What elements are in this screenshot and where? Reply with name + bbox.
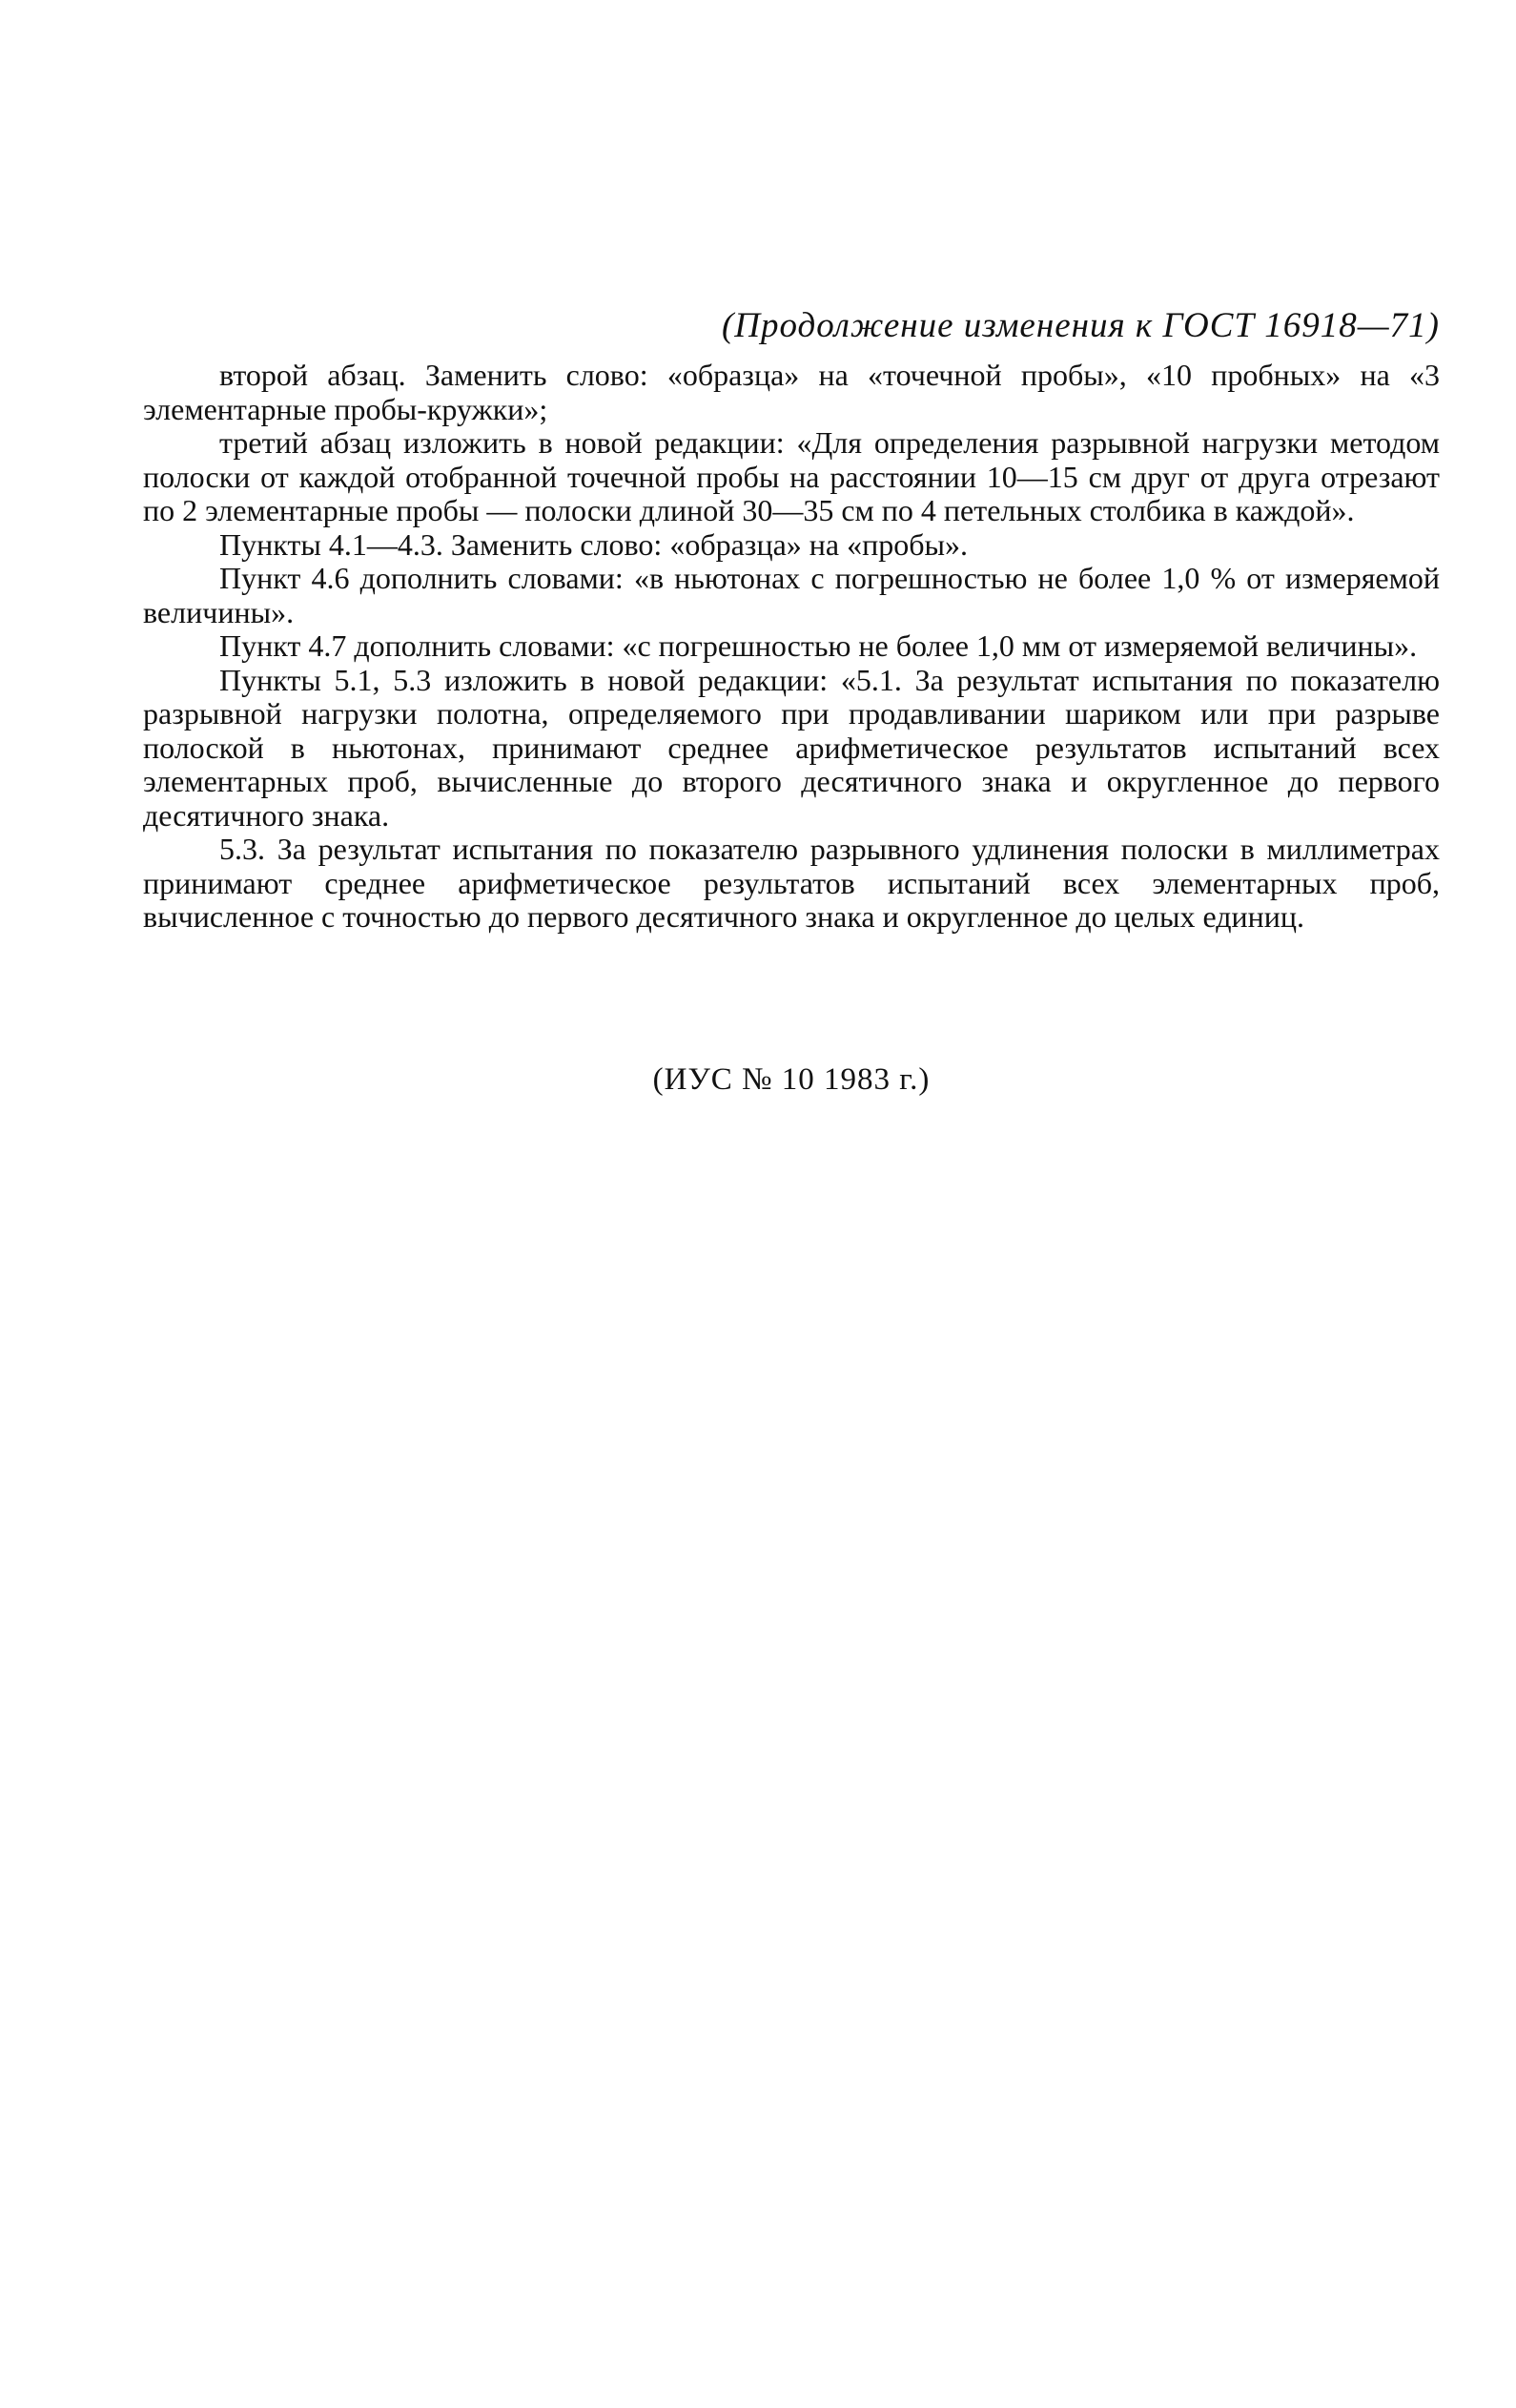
continuation-header: (Продолжение изменения к ГОСТ 16918—71) [721, 306, 1440, 345]
paragraph-third-abzac: третий абзац изложить в новой редакции: «Для определения разрывной нагрузки методом полоски от каждой отобранной точечной пробы на расстоянии 10—15 см друг от друга отрезают по 2 элементарные пробы — полоски длиной 30—35 см по 4 петельных столбика в каждой». [143, 425, 1440, 527]
paragraph-items-4-1-4-3: Пункты 4.1—4.3. Заменить слово: «образца» на «пробы». [219, 526, 968, 562]
paragraph-item-4-6: Пункт 4.6 дополнить словами: «в ньютонах с погрешностью не более 1,0 % от измеряемой величины». [143, 561, 1440, 629]
paragraph-second-abzac: второй абзац. Заменить слово: «образца» на «точечной пробы», «10 пробных» на «3 элементарные пробы-кружки»; [143, 358, 1440, 426]
amendment-text [143, 359, 1440, 935]
ius-reference: (ИУС № 10 1983 г.) [652, 1062, 931, 1097]
paragraph-item-4-7: Пункт 4.7 дополнить словами: «с погрешностью не более 1,0 мм от измеряемой величины». [219, 628, 1418, 663]
paragraph-items-5-1-5-3: Пункты 5.1, 5.3 изложить в новой редакции: «5.1. За результат испытания по показателю разрывной нагрузки полотна, определяемого при продавливании шариком или при разрыве полоской в ньютонах, принимают среднее арифметическое результатов испытаний всех элементарных проб, вычисленные до второго десятичного знака и округленное до первого десятичного знака. [143, 662, 1440, 833]
paragraph-item-5-3: 5.3. За результат испытания по показателю разрывного удлинения полоски в миллиметрах принимают среднее арифметическое результатов испытаний всех элементарных проб, вычисленное с точностью до первого десятичного знака и округленное до целых единиц. [143, 832, 1440, 934]
